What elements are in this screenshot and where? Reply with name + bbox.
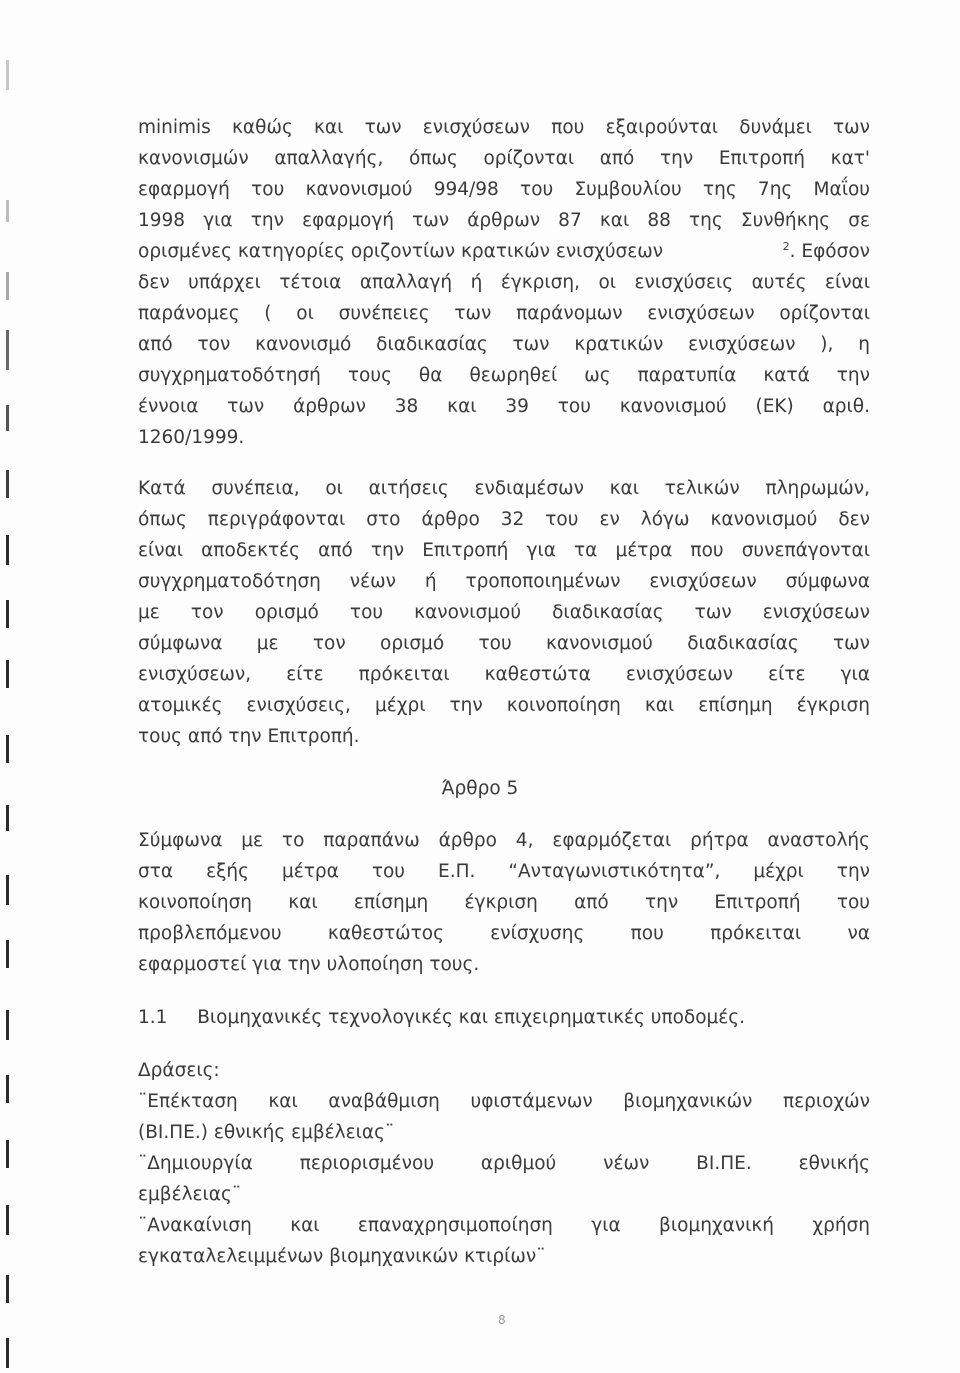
text-line: από τον κανονισμό διαδικασίας των κρατικών ενισχύσεων ), η <box>138 334 870 355</box>
text-line: εφαρμογή του κανονισμού 994/98 του Συμβουλίου της 7ης Μαΐου <box>138 179 870 200</box>
text-line <box>138 241 870 262</box>
text-line: είναι αποδεκτές από την Επιτροπή για τα μέτρα που συνεπάγονται <box>138 540 870 561</box>
text-line: έννοια των άρθρων 38 και 39 του κανονισμού (ΕΚ) αριθ. <box>138 396 870 417</box>
action-line: εμβέλειας¨ <box>138 1184 242 1205</box>
binding-edge-marks <box>0 0 18 1373</box>
text-line: συγχρηματοδότηση νέων ή τροποποιημένων ενισχύσεων σύμφωνα <box>138 571 870 592</box>
text-line: παράνομες ( οι συνέπειες των παράνομων ενισχύσεων ορίζονται <box>138 303 870 324</box>
text-line: ενισχύσεων, είτε πρόκειται καθεστώτα ενισχύσεων είτε για <box>138 664 870 685</box>
text-line: Σύμφωνα με το παραπάνω άρθρο 4, εφαρμόζεται ρήτρα αναστολής <box>138 830 870 851</box>
text-line: προβλεπόμενου καθεστώτος ενίσχυσης που πρόκειται να <box>138 923 870 944</box>
action-line: (ΒΙ.ΠΕ.) εθνικής εμβέλειας¨ <box>138 1122 395 1143</box>
text-line: με τον ορισμό του κανονισμού διαδικασίας των ενισχύσεων <box>138 602 870 623</box>
text-line: 1260/1999. <box>138 427 245 448</box>
text-line: στα εξής μέτρα του Ε.Π. “Ανταγωνιστικότητα”, μέχρι την <box>138 861 870 882</box>
text-line: σύμφωνα με τον ορισμό του κανονισμού διαδικασίας των <box>138 633 870 654</box>
text-line: εφαρμοστεί για την υλοποίηση τους. <box>138 954 480 975</box>
action-line: ¨Δημιουργία περιορισμένου αριθμού νέων ΒΙ.ΠΕ. εθνικής <box>138 1153 870 1174</box>
text-line: τους από την Επιτροπή. <box>138 726 360 747</box>
page-number: 8 <box>498 1313 506 1327</box>
text-line: minimis καθώς και των ενισχύσεων που εξαιρούνται δυνάμει των <box>138 117 870 138</box>
text-line: κοινοποίηση και επίσημη έγκριση από την Επιτροπή του <box>138 892 870 913</box>
text-line: κανονισμών απαλλαγής, όπως ορίζονται από την Επιτροπή κατ' <box>138 148 870 169</box>
action-line: εγκαταλελειμμένων βιομηχανικών κτιρίων¨ <box>138 1246 546 1267</box>
footnote-marker: 2 <box>782 239 790 253</box>
text-line: δεν υπάρχει τέτοια απαλλαγή ή έγκριση, οι ενισχύσεις αυτές είναι <box>138 272 870 293</box>
text-line-start: ορισμένες κατηγορίες οριζοντίων κρατικών ενισχύσεων <box>138 241 664 262</box>
text-line: ατομικές ενισχύσεις, μέχρι την κοινοποίηση και επίσημη έγκριση <box>138 695 870 716</box>
section-number: 1.1 <box>138 1007 168 1028</box>
text-line-tail: . Εφόσον <box>789 241 870 262</box>
section-heading <box>138 1007 745 1028</box>
action-line: ¨Ανακαίνιση και επαναχρησιμοποίηση για βιομηχανική χρήση <box>138 1215 870 1236</box>
text-line: όπως περιγράφονται στο άρθρο 32 του εν λόγω κανονισμού δεν <box>138 509 870 530</box>
text-line-end <box>783 241 870 262</box>
text-line: συγχρηματοδότησή τους θα θεωρηθεί ως παρατυπία κατά την <box>138 365 870 386</box>
action-line: ¨Επέκταση και αναβάθμιση υφιστάμενων βιομηχανικών περιοχών <box>138 1091 870 1112</box>
text-line: 1998 για την εφαρμογή των άρθρων 87 και 88 της Συνθήκης σε <box>138 210 870 231</box>
actions-label: Δράσεις: <box>138 1060 220 1081</box>
article-heading: Άρθρο 5 <box>441 778 519 799</box>
section-title: Βιομηχανικές τεχνολογικές και επιχειρηματικές υποδομές. <box>197 1007 746 1028</box>
text-line: Κατά συνέπεια, οι αιτήσεις ενδιαμέσων και τελικών πληρωμών, <box>138 478 870 499</box>
